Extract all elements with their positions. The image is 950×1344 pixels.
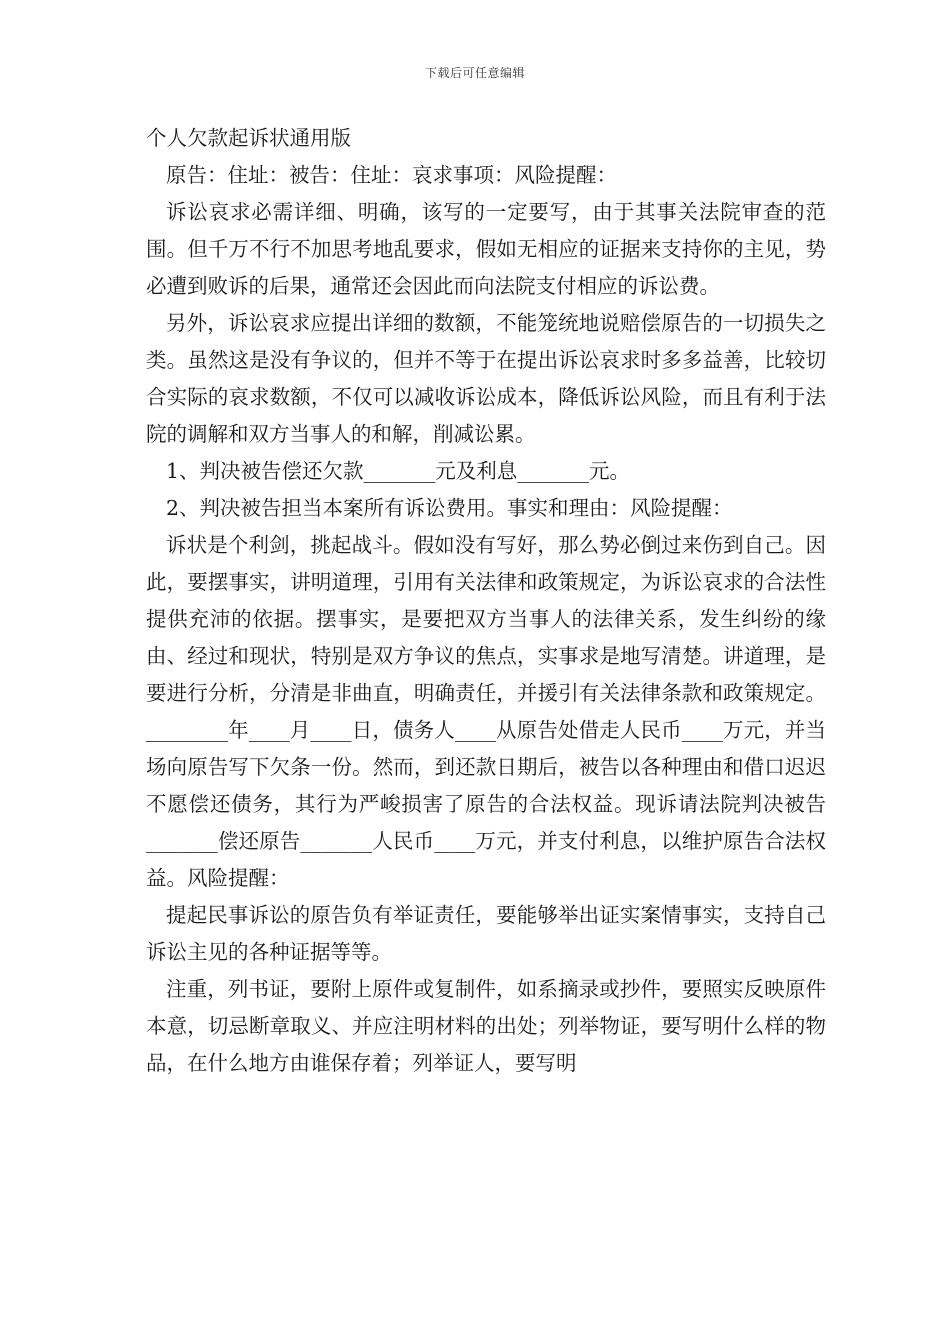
document-body	[146, 120, 826, 1082]
paragraph-facts: 诉状是个利剑，挑起战斗。假如没有写好，那么势必倒过来伤到自己。因此，要摆事实，讲明道理，引用有关法律和政策规定，为诉讼哀求的合法性提供充沛的依据。摆事实，是要把双方当事人的法律关系，发生纠纷的缘由、经过和现状，特别是双方争议的焦点，实事求是地写清楚。讲道理，是要进行分析，分清是非曲直，明确责任，并援引有关法律条款和政策规定。 ________年____月____日，债务人____从原告处借走人民币____万元，并当场向原告写下欠条一份。然而，到还款日期后，被告以各种理由和借口迟迟不愿偿还债务，其行为严峻损害了原告的合法权益。现诉请法院判决被告_______偿还原告_______人民币____万元，并支付利息，以维护原告合法权益。风险提醒：	[146, 533, 826, 890]
paragraph-claim-1: 1、判决被告偿还欠款_______元及利息_______元。	[166, 459, 631, 483]
document-title: 个人欠款起诉状通用版	[146, 126, 351, 150]
paragraph-claim-2: 2、判决被告担当本案所有诉讼费用。事实和理由：风险提醒：	[166, 496, 733, 520]
paragraph-evidence-list: 注重，列书证，要附上原件或复制件，如系摘录或抄件，要照实反映原件本意，切忌断章取义、并应注明材料的出处；列举物证，要写明什么样的物品，在什么地方由谁保存着；列举证人，要写明	[146, 977, 826, 1075]
paragraph-claims-specific: 诉讼哀求必需详细、明确，该写的一定要写，由于其事关法院审查的范围。但千万不行不加思考地乱要求，假如无相应的证据来支持你的主见，势必遭到败诉的后果，通常还会因此而向法院支付相应的诉讼费。	[146, 200, 826, 298]
paragraph-parties: 原告：住址：被告：住址：哀求事项：风险提醒：	[166, 163, 617, 187]
paragraph-burden-of-proof: 提起民事诉讼的原告负有举证责任，要能够举出证实案情事实，支持自己诉讼主见的各种证据等等。	[146, 903, 826, 964]
header-note: 下载后可任意编辑	[424, 66, 525, 80]
paragraph-claims-amount: 另外，诉讼哀求应提出详细的数额，不能笼统地说赔偿原告的一切损失之类。虽然这是没有争议的，但并不等于在提出诉讼哀求时多多益善，比较切合实际的哀求数额，不仅可以减收诉讼成本，降低诉讼风险，而且有利于法院的调解和双方当事人的和解，削减讼累。	[146, 311, 826, 446]
